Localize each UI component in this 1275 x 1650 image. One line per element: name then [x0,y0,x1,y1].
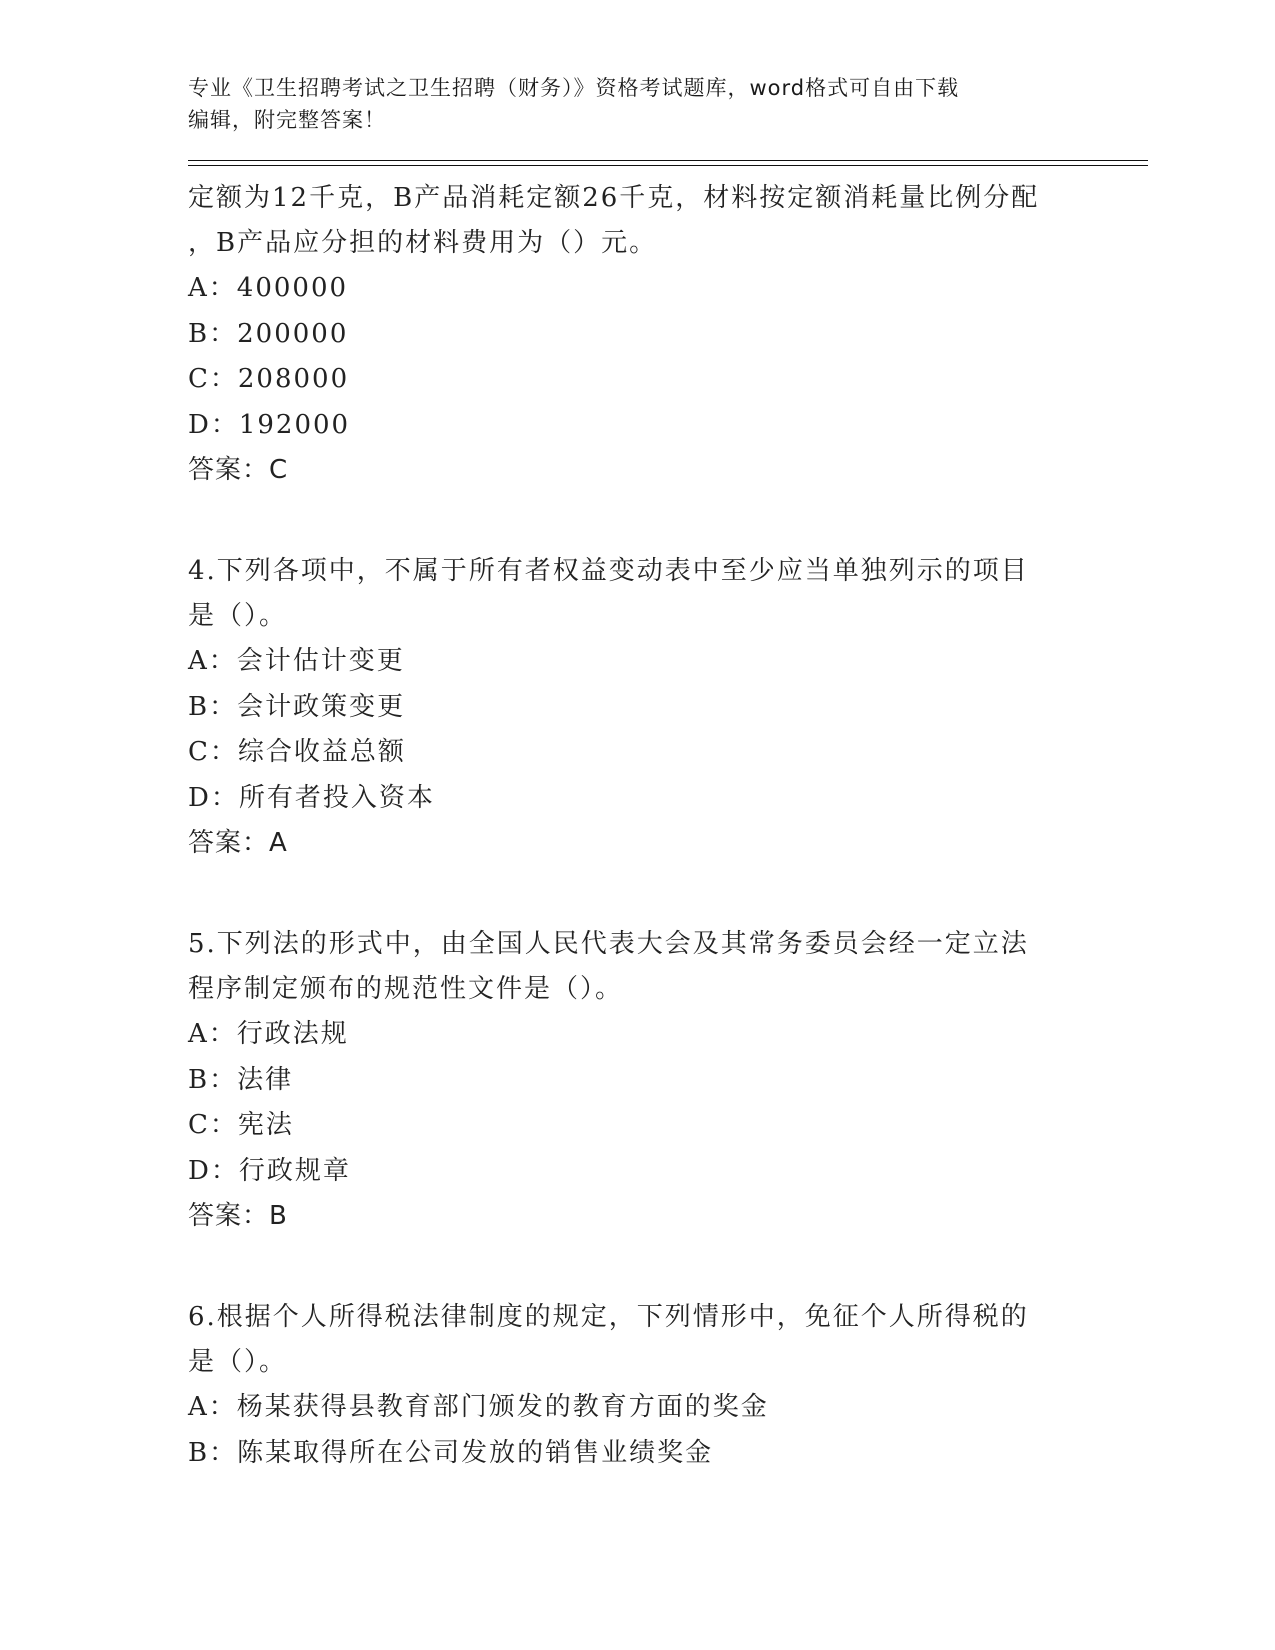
question-6 [188,1295,1148,1476]
option-a: A：行政法规 [188,1019,349,1049]
header-note [188,72,1088,136]
question-stem-line: 4.下列各项中，不属于所有者权益变动表中至少应当单独列示的项目 [188,556,1029,586]
header-note-line-2: 编辑，附完整答案！ [188,108,386,132]
option-b: B：陈某取得所在公司发放的销售业绩奖金 [188,1437,714,1468]
document-page [188,72,1148,1476]
question-5 [188,922,1148,1239]
question-stem-line: 程序制定颁布的规范性文件是（）。 [188,974,624,1004]
header-divider [188,160,1148,166]
question-stem-line: 是（）。 [188,1347,288,1377]
question-stem-line: 6.根据个人所得税法律制度的规定，下列情形中，免征个人所得税的 [188,1302,1029,1332]
option-d: D：192000 [188,409,351,440]
option-b: B：200000 [188,318,349,349]
option-c: C：宪法 [188,1110,294,1140]
question-stem-line: 是（）。 [188,601,288,631]
answer: 答案：C [188,455,289,485]
option-a: A：会计估计变更 [188,646,405,676]
option-d: D：行政规章 [188,1155,351,1186]
option-a: A：400000 [188,273,349,303]
question-stem-line: ，B产品应分担的材料费用为（）元。 [188,228,658,258]
option-c: C：综合收益总额 [188,737,406,767]
question-stem-line: 5.下列法的形式中，由全国人民代表大会及其常务委员会经一定立法 [188,929,1029,959]
question-3-continued [188,176,1148,493]
option-b: B：会计政策变更 [188,691,406,722]
option-c: C：208000 [188,364,350,394]
header-note-line-1: 专业《卫生招聘考试之卫生招聘（财务）》资格考试题库，word格式可自由下载 [188,76,960,100]
question-4 [188,549,1148,866]
answer: 答案：B [188,1201,288,1231]
option-d: D：所有者投入资本 [188,782,435,813]
question-list [188,176,1148,1476]
question-stem-line: 定额为12千克，B产品消耗定额26千克，材料按定额消耗量比例分配 [188,183,1040,213]
option-b: B：法律 [188,1064,294,1095]
option-a: A：杨某获得县教育部门颁发的教育方面的奖金 [188,1392,769,1422]
answer: 答案：A [188,828,288,858]
